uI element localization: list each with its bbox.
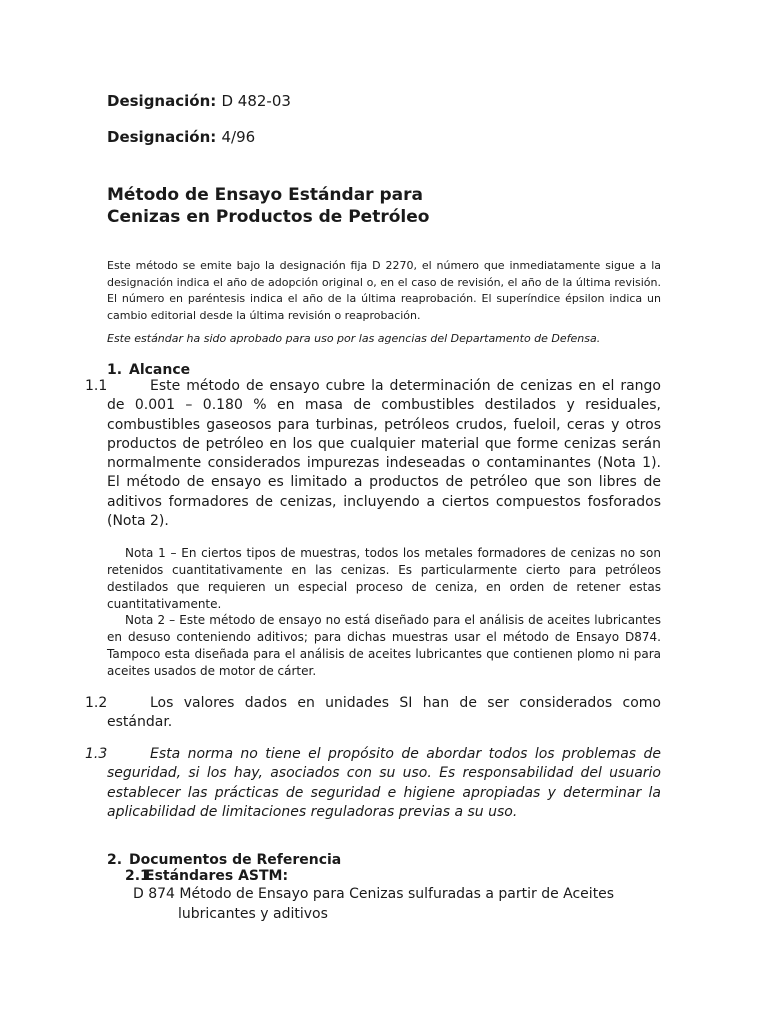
- section-title: Documentos de Referencia: [129, 852, 342, 868]
- subsection-number: 2.1: [125, 868, 150, 884]
- reference-d874: D 874 Método de Ensayo para Cenizas sulfuradas a partir de Aceites: [133, 886, 615, 902]
- title-line-1: Método de Ensayo Estándar para: [107, 185, 423, 205]
- paragraph-text: Este método de ensayo cubre la determinación de cenizas en el rango de 0.001 – 0.180 % en masa de combustibles destilados y residuales, combustibles gaseosos para turbinas, petróleos crudos, fueloil, ceras y otros productos de petróleo en los que cualquier material que forme cenizas serán normalmente considerados impurezas indeseadas o contaminantes (Nota 1). El método de ensayo es limitado a productos de petróleo que son libres de aditivos formadores de cenizas, incluyendo a ciertos compuestos fosforados (Nota 2).: [107, 378, 661, 530]
- paragraph-label: 1.3: [85, 746, 108, 762]
- designation-value: 4/96: [221, 128, 256, 146]
- subsection-heading-astm: [125, 868, 288, 885]
- intro-paragraph: Este método se emite bajo la designación fija D 2270, el número que inmediatamente sigue a la designación indica el año de adopción original o, en el caso de revisión, el año de la última revisión. El número en paréntesis indica el año de la última reaprobación. El superíndice épsilon indica un cambio editorial desde la última revisión o reaprobación.: [107, 259, 661, 322]
- reference-d874-continuation: lubricantes y aditivos: [178, 906, 328, 922]
- designation-label: Designación:: [107, 92, 217, 110]
- document-title: [107, 184, 429, 228]
- designation-2: [107, 128, 255, 146]
- note-2: [107, 612, 661, 680]
- note-1: [107, 545, 661, 613]
- title-line-2: Cenizas en Productos de Petróleo: [107, 207, 430, 227]
- section-title: Alcance: [129, 362, 191, 378]
- subsection-title: Estándares ASTM:: [145, 868, 289, 884]
- paragraph-1-1: [85, 377, 661, 531]
- paragraph-text: Los valores dados en unidades SI han de ser considerados como estándar.: [107, 695, 661, 731]
- note-text: Nota 2 – Este método de ensayo no está diseñado para el análisis de aceites lubricantes en desuso conteniendo aditivos; para dichas muestras usar el método de Ensayo D874. Tampoco esta diseñada para el análisis de aceites lubricantes que contienen plomo ni para aceites usados de motor de cárter.: [107, 613, 661, 678]
- designation-1: [107, 92, 291, 110]
- approval-note: Este estándar ha sido aprobado para uso por las agencias del Departamento de Defensa.: [107, 332, 601, 345]
- paragraph-text: Esta norma no tiene el propósito de abordar todos los problemas de seguridad, si los hay, asociados con su uso. Es responsabilidad del usuario establecer las prácticas de seguridad e higiene apropiadas y determinar la aplicabilidad de limitaciones reguladoras previas a su uso.: [107, 746, 661, 820]
- designation-value: D 482-03: [221, 92, 291, 110]
- section-number: 1.: [107, 362, 123, 378]
- paragraph-1-3: [85, 745, 661, 822]
- section-number: 2.: [107, 852, 123, 868]
- note-text: Nota 1 – En ciertos tipos de muestras, todos los metales formadores de cenizas no son retenidos cuantitativamente en las cenizas. Es particularmente cierto para petróleos destilados que requieren un especial proceso de ceniza, en orden de retener estas cuantitativamente.: [107, 546, 661, 611]
- paragraph-label: 1.1: [85, 378, 108, 394]
- section-heading-documentos: [107, 851, 341, 869]
- designation-label: Designación:: [107, 128, 217, 146]
- paragraph-1-2: [85, 694, 661, 733]
- paragraph-label: 1.2: [85, 695, 108, 711]
